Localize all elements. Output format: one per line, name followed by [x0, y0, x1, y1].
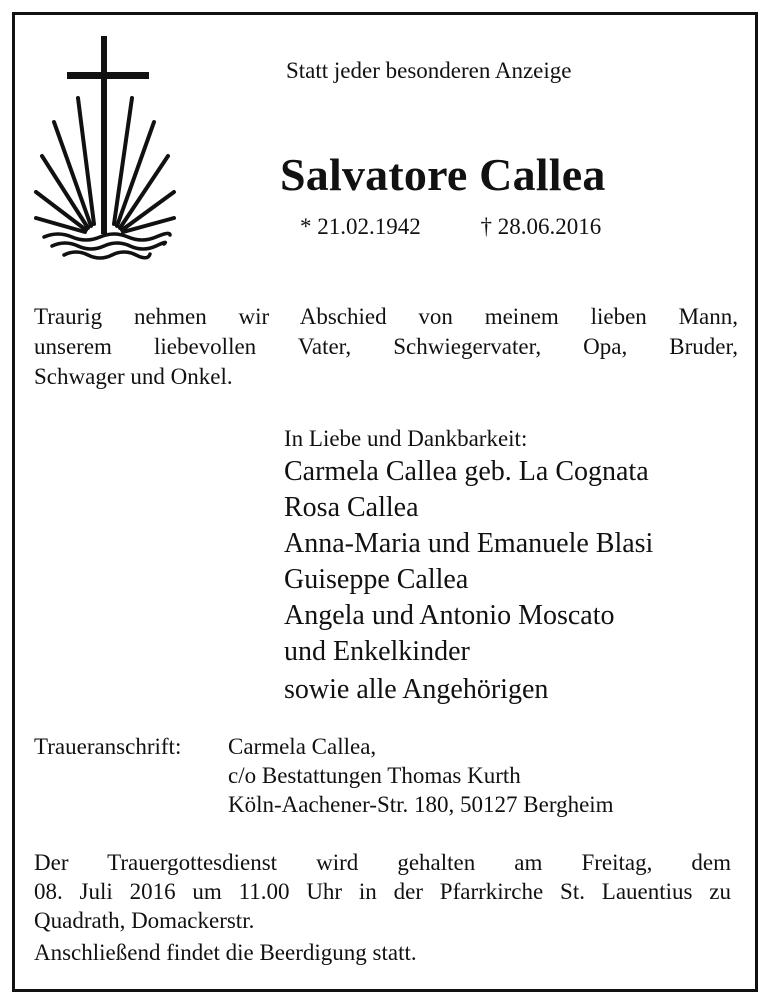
- intro-line: unserem liebevollen Vater, Schwiegervater, Opa, Bruder,: [34, 334, 738, 359]
- address-label: Traueranschrift:: [34, 734, 182, 759]
- intro-line: Traurig nehmen wir Abschied von meinem lieben Mann,: [34, 304, 738, 329]
- mourner-name: und Enkelkinder: [284, 636, 470, 667]
- notice-headline: Statt jeder besonderen Anzeige: [286, 58, 572, 83]
- mourner-name: Guiseppe Callea: [284, 564, 469, 595]
- mourners-list: [284, 424, 653, 708]
- address-line: Carmela Callea,: [228, 734, 377, 759]
- cross-sunrise-waves-icon: [30, 32, 180, 262]
- mourner-name: Rosa Callea: [284, 492, 419, 523]
- mourner-name: Anna-Maria und Emanuele Blasi: [284, 528, 654, 559]
- address-line: Köln-Aachener-Str. 180, 50127 Bergheim: [228, 792, 614, 817]
- service-paragraph: [34, 848, 731, 935]
- mourners-closing: sowie alle Angehörigen: [284, 674, 549, 705]
- deceased-name: Salvatore Callea: [280, 149, 606, 200]
- service-line: Quadrath, Domackerstr.: [34, 908, 255, 933]
- address-lines: [228, 732, 614, 819]
- mourners-lead: In Liebe und Dankbarkeit:: [284, 426, 528, 451]
- service-line: Der Trauergottesdienst wird gehalten am Freitag, dem: [34, 850, 731, 875]
- intro-line: Schwager und Onkel.: [34, 364, 233, 389]
- mourner-name: Carmela Callea geb. La Cognata: [284, 456, 649, 487]
- birth-date: * 21.02.1942: [300, 214, 421, 239]
- life-dates: [300, 214, 601, 240]
- address-line: c/o Bestattungen Thomas Kurth: [228, 763, 521, 788]
- death-date: † 28.06.2016: [480, 214, 602, 239]
- service-line: 08. Juli 2016 um 11.00 Uhr in der Pfarrkirche St. Lauentius zu: [34, 879, 731, 904]
- intro-paragraph: [34, 302, 738, 392]
- mourner-name: Angela und Antonio Moscato: [284, 600, 615, 631]
- burial-note: Anschließend findet die Beerdigung statt.: [34, 940, 417, 965]
